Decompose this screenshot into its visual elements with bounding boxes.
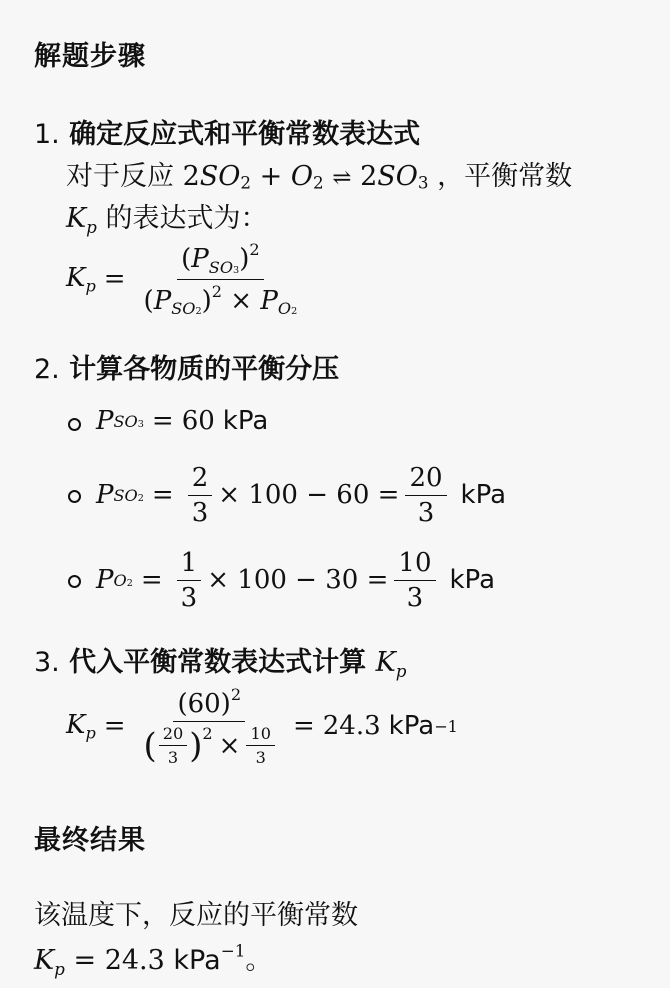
- reaction-prefix: 对于反应: [66, 161, 174, 192]
- section-heading-steps: 解题步骤: [34, 41, 146, 72]
- kp-expression: $K_p$ = $\frac{(P_{SO3})^2}{(P_{SO2})^2 \times P_{O2}}$: [66, 238, 307, 320]
- section-heading-result: 最终结果: [34, 825, 146, 856]
- bullet-icon: [68, 490, 81, 503]
- step-1-number: 1.: [34, 119, 60, 150]
- step-2-title: 2. 计算各物质的平衡分压: [34, 354, 340, 385]
- step-1-title: [34, 112, 420, 151]
- step-1-label: 确定反应式和平衡常数表达式: [69, 119, 421, 150]
- final-line-1: 该温度下，反应的平衡常数: [34, 900, 358, 931]
- final-line-2: $K_p = 24.3$ kPa$^{-1}$。: [34, 940, 273, 979]
- step-1-line-2: $K_p$ 的表达式为：: [66, 203, 268, 237]
- partial-pressure-so2: P SO2 = $\frac{2}{3}$ × 100 − 60 = $\frac{20}{3}$ kPa: [96, 462, 507, 528]
- kp-calculation: $K_p$ = $(60)^2$ ( $\frac{20}{3}$ ) 2 × $\frac{10}{3}$ = 24.3 kPa −1: [66, 684, 458, 768]
- kp-fraction: $\frac{(P_{SO3})^2}{(P_{SO2})^2 \times P_{O2}}$: [143, 239, 298, 319]
- kp-calc-fraction: $(60)^2$ ( $\frac{20}{3}$ ) 2 × $\frac{10}{3}$: [140, 685, 279, 767]
- reaction-equation: 2SO2 + O2 ⇌ 2SO3: [182, 161, 429, 193]
- step-1-line-1: [66, 154, 572, 193]
- reaction-suffix: ，平衡常数: [437, 161, 573, 192]
- kp-symbol: $K_p$: [66, 203, 97, 237]
- step-3-title: 3. 代入平衡常数表达式计算 $K_p$: [34, 647, 407, 681]
- partial-pressure-so3: P SO3 = 60 kPa: [96, 406, 269, 436]
- partial-pressure-o2: P O2 = $\frac{1}{3}$ × 100 − 30 = $\frac{10}{3}$ kPa: [96, 547, 495, 613]
- bullet-icon: [68, 418, 81, 431]
- bullet-icon: [68, 575, 81, 588]
